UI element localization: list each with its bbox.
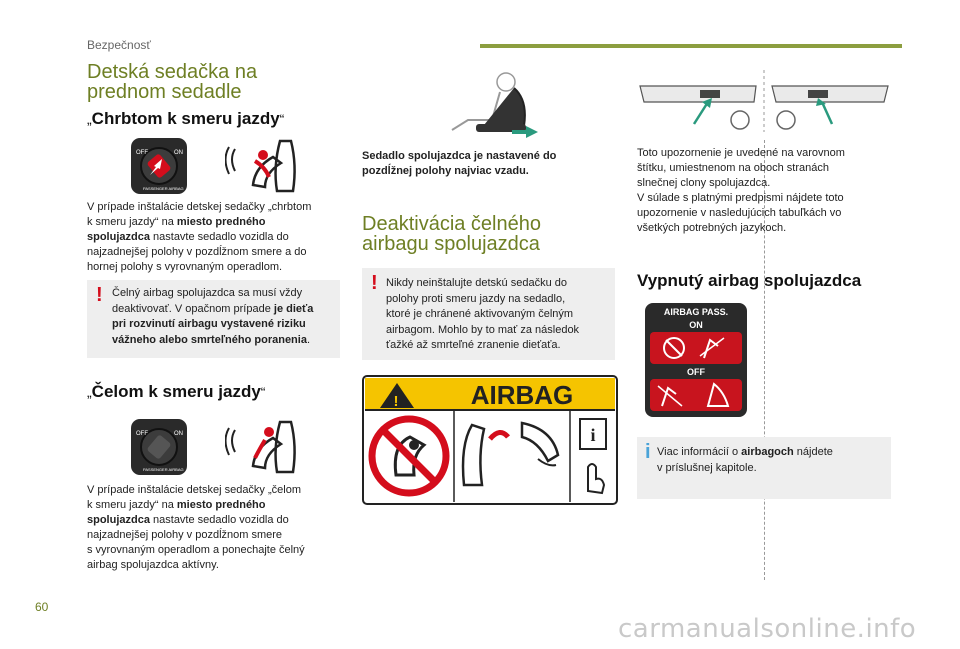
airbag-warning-label — [362, 375, 618, 505]
rear-facing-child-seat-icon — [225, 137, 300, 195]
svg-text:AIRBAG PASS.: AIRBAG PASS. — [663, 307, 729, 317]
page-title: Detská sedačka na prednom sedadle — [87, 61, 258, 103]
warning-box-rear-facing: ! Nikdy neinštalujte detskú sedačku do polohy proti smeru jazdy na sedadlo, ktoré je chránené aktivovaným čelným airbagom. Mohlo by to mať za následok ťažké až smrteľné zranenie dieťaťa. — [362, 268, 615, 360]
svg-text:ON: ON — [174, 431, 183, 437]
seat-caption: Sedadlo spolujazdca je nastavené do pozdĺžnej polohy najviac vzadu. — [362, 150, 557, 177]
forward-facing-heading: „Čelom k smeru jazdy“ — [87, 382, 266, 401]
section-label: Bezpečnosť — [87, 38, 151, 52]
watermark: carmanualsonline.info — [618, 614, 917, 644]
sun-visor-label-location-illustration — [636, 70, 892, 132]
seat-rearmost-position-illustration — [440, 70, 540, 142]
warning-icon: ! — [96, 284, 103, 306]
svg-text:AIRBAG: AIRBAG — [470, 380, 574, 410]
svg-text:PASSENGER AIRBAG: PASSENGER AIRBAG — [143, 186, 184, 191]
forward-facing-child-seat-icon — [225, 418, 300, 476]
airbag-pass-lamp-icon — [644, 302, 748, 418]
airbag-off-heading: Vypnutý airbag spolujazdca — [637, 271, 862, 290]
page-number: 60 — [35, 600, 49, 614]
warning-icon: ! — [371, 272, 378, 294]
rear-facing-paragraph: V prípade inštalácie detskej sedačky „chrbtom k smeru jazdy“ na miesto predného spolujazdca nastavte sedadlo vozidla do najzadnejšej polohy v pozdĺžnom smere a do hornej polohy s vyrovnaným operadlom. — [87, 201, 312, 273]
airbag-switch-off-icon — [130, 137, 188, 195]
svg-text:OFF: OFF — [687, 367, 705, 377]
rear-facing-heading: „Chrbtom k smeru jazdy“ — [87, 109, 285, 128]
svg-text:OFF: OFF — [136, 150, 148, 156]
airbag-switch-on-icon — [130, 418, 188, 476]
forward-facing-paragraph: V prípade inštalácie detskej sedačky „čelom k smeru jazdy“ na miesto predného spolujazdca nastavte sedadlo vozidla do najzadnejšej polohy v pozdĺžnom smere s vyrovnaným operadlom a ponechajte čelný airbag spolujazdca aktívny. — [87, 484, 305, 571]
svg-text:ON: ON — [174, 150, 183, 156]
label-location-paragraph: Toto upozornenie je uvedené na varovnom štítku, umiestnenom na oboch stranách slnečnej clony spolujazdca. V súlade s platnými predpismi nájdete toto upozornenie v nasledujúcich tabuľkách vo všetkých potrebných jazykoch. — [637, 147, 845, 234]
deactivation-title: Deaktivácia čelného airbagu spolujazdca — [362, 213, 541, 255]
svg-text:!: ! — [393, 393, 399, 410]
header-rule — [480, 44, 902, 48]
svg-text:ON: ON — [689, 320, 703, 330]
info-box-airbags: i Viac informácií o airbagoch nájdete v príslušnej kapitole. — [637, 437, 891, 499]
svg-text:PASSENGER AIRBAG: PASSENGER AIRBAG — [143, 467, 184, 472]
svg-text:OFF: OFF — [136, 431, 148, 437]
info-icon: i — [645, 441, 651, 463]
svg-text:i: i — [590, 425, 596, 445]
warning-box-airbag-deactivate: ! Čelný airbag spolujazdca sa musí vždy deaktivovať. V opačnom prípade je dieťa pri rozvinutí airbagu vystavené riziku vážneho alebo smrteľného poranenia. — [87, 280, 340, 358]
